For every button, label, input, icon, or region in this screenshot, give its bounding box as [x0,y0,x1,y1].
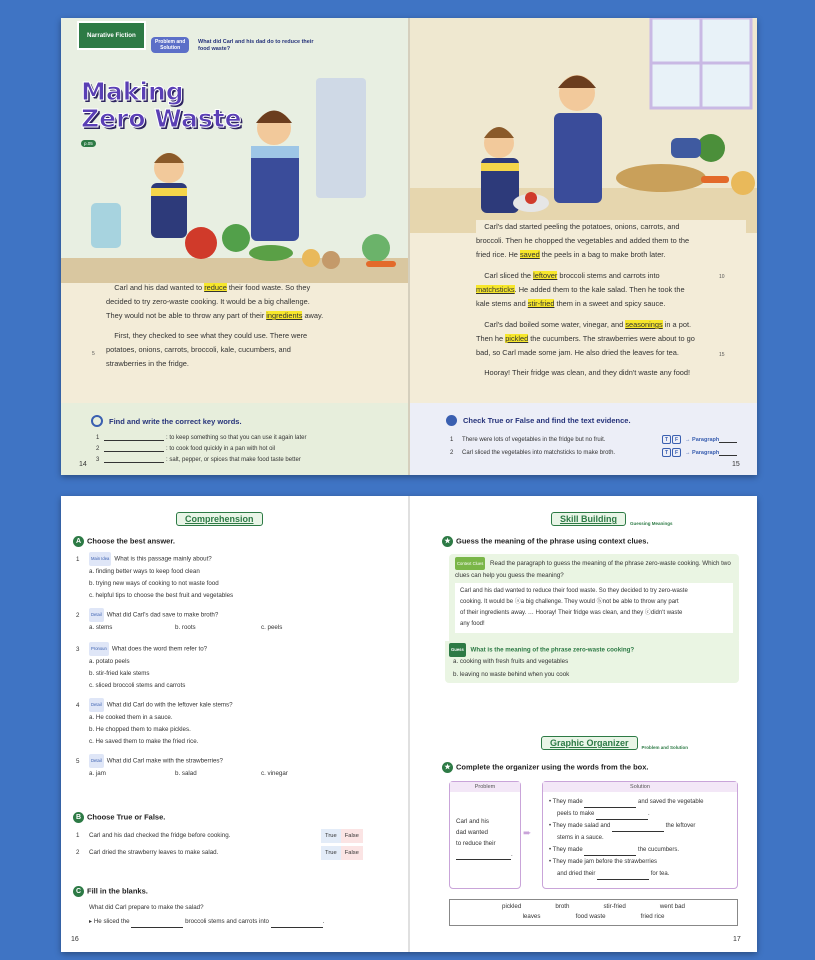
skill-building-subtitle: Guessing Meanings [630,521,673,526]
section-b-heading [73,812,165,823]
option-b[interactable]: b. trying new ways of cooking to not waste food [89,580,219,587]
option-c[interactable]: c. peels [261,624,283,631]
genre-tag: Narrative Fiction [77,21,146,50]
key-word-row [96,446,306,452]
section-a-heading [73,536,175,547]
guess-question: Guess What is the meaning of the phrase zero-waste cooking? [449,643,634,657]
true-option[interactable]: True [321,846,341,860]
organizer-task-instruction: Complete the organizer using the words from the box. [456,762,649,772]
inline-options [76,622,396,634]
word-chip[interactable]: food waste [575,913,606,920]
inline-options [76,768,396,780]
left-paragraph-2: First, they checked to see what they could use. There were potatoes, onions, carrots, broccoli, kale, cucumbers, and strawberries in the fridge. [106,331,308,368]
paragraph-label: Paragraph [692,449,720,456]
section-a-instruction: Choose the best answer. [87,536,175,546]
word-chip[interactable]: pickled [502,903,522,910]
storybook-spread [61,18,757,475]
definition: : to keep something so that you can use it again later [166,435,307,441]
paragraph-label: Paragraph [692,436,720,443]
workbook-spread [61,496,757,952]
solution-2: • They made salad and the leftover [549,820,731,832]
item-number: 3 [96,457,100,463]
title-line2: Zero Waste [81,104,242,133]
option-b[interactable]: b. stir-fried kale stems [89,670,150,677]
option-c[interactable]: c. vinegar [261,770,288,777]
solution-1: • They made and saved the vegetable [549,796,731,808]
solution-label: Solution [543,782,737,792]
option-b[interactable]: b. roots [175,624,196,631]
item-number: 1 [96,435,100,441]
graphic-organizer-header [541,736,688,750]
statement: Carl and his dad checked the fridge before cooking. [89,832,231,839]
question-1: 1 Main Idea What is this passage mainly about? [76,552,396,566]
key-words-task [61,403,408,475]
guess-option-b[interactable]: b. leaving no waste behind when you cook [453,671,570,678]
true-false-list [76,829,376,860]
true-checkbox[interactable]: T [662,435,671,444]
key-words-instruction: Find and write the correct key words. [109,416,242,426]
word-box [449,899,738,926]
check-icon [446,415,457,426]
true-option[interactable]: True [321,829,341,843]
keyword-ingredients: ingredients [266,311,303,320]
keyword-saved: saved [519,250,540,259]
problem-text: Carl and his dad wanted to reduce their . [456,818,513,858]
false-option[interactable]: False [341,846,363,860]
true-checkbox[interactable]: T [662,448,671,457]
key-words-list [96,435,306,463]
guess-option-a[interactable]: a. cooking with fresh fruits and vegetables [453,658,569,665]
false-checkbox[interactable]: F [672,435,681,444]
question-2: 2 Detail What did Carl's dad save to make broth? [76,608,396,622]
line-number-5: 5 [92,351,95,357]
word-chip[interactable]: broth [555,903,570,910]
option-c[interactable]: c. He saved them to make the fried rice. [89,738,199,745]
question-3: 3 Pronoun What does the word them refer to? [76,642,396,656]
keyword-leftover: leftover [533,271,558,280]
graphic-organizer-subtitle: Problem and Solution [641,745,689,750]
page-number-right: 15 [732,461,740,468]
skill-badge-line1: Problem and [155,39,186,45]
skill-task-heading [442,536,649,547]
right-paragraph-2: Carl sliced the leftover broccoli stems and carrots into matchsticks. He added them to the kale salad. Then he took the kale stems and stir-fried them in a sweet and spicy sauce. [476,271,685,308]
fill-question: What did Carl prepare to make the salad? [89,904,204,911]
page-number-left: 14 [79,461,87,468]
option-a[interactable]: a. stems [89,624,113,631]
magnifier-icon [91,415,103,427]
question-type-badge: Detail [89,754,104,768]
statement: There were lots of vegetables in the fridge but no fruit. [462,436,606,443]
option-c[interactable]: c. helpful tips to choose the best fruit and vegetables [89,592,234,599]
right-paragraph-4: Hooray! Their fridge was clean, and they didn't waste any food! [484,368,691,377]
question-type-badge: Detail [89,698,104,712]
option-b[interactable]: b. salad [175,770,197,777]
section-a-icon: A [73,536,84,547]
statement: Carl dried the strawberry leaves to make salad. [89,849,219,856]
left-paragraph-1: Carl and his dad wanted to reduce their food waste. So they decided to try zero-waste cooking. It would be a big challenge. They would not be able to throw any part of their ingredients away. [106,283,324,320]
question-type-badge: Detail [89,608,104,622]
section-b-instruction: Choose True or False. [87,812,166,822]
item-number: 2 [450,449,454,456]
option-c[interactable]: c. sliced broccoli stems and carrots [89,682,186,689]
tf-row: 1 There were lots of vegetables in the fridge but no fruit. T F → Paragraph [450,435,750,444]
problem-blank[interactable] [456,854,511,860]
word-chip[interactable]: stir-fried [603,903,626,910]
question-4: 4 Detail What did Carl do with the leftover kale stems? [76,698,396,712]
answer-blank[interactable] [104,446,164,452]
comprehension-title: Comprehension [176,512,263,526]
statement: Carl sliced the vegetables into matchsticks to make broth. [462,449,616,456]
keyword-stir-fried: stir-fried [527,299,555,308]
title-line1: Making [81,77,184,106]
section-c-heading [73,886,148,897]
tf-instruction: Check True or False and find the text evidence. [463,416,631,425]
option-a[interactable]: a. finding better ways to keep food clean [89,568,200,575]
tf-row: 2 Carl sliced the vegetables into matchsticks to make broth. T F → Paragraph [450,448,750,457]
context-clues-badge: Context Clues [455,557,485,570]
question-5: 5 Detail What did Carl make with the strawberries? [76,754,396,768]
right-paragraph-1: Carl's dad started peeling the potatoes, onions, carrots, and broccoli. Then he chopped the vegetables and added them to the fried rice. He saved the peels in a bag to make broth later. [476,220,746,262]
arrow-icon: ➨ [523,828,532,839]
story-title [81,78,242,132]
right-paragraph-3: Carl's dad boiled some water, vinegar, and seasonings in a pot. Then he pickled the cucumbers. The strawberries were about to go bad, so Carl made some jam. He also dried the leaves for tea. [476,320,695,357]
answer-blank-2[interactable] [271,922,323,928]
line-number-10: 10 [719,274,725,280]
option-b[interactable]: b. He chopped them to make pickles. [89,726,191,733]
page-fold [408,496,410,952]
keyword-seasonings: seasonings [625,320,663,329]
skill-task-instruction: Guess the meaning of the phrase using context clues. [456,536,649,546]
answer-blank[interactable] [104,435,164,441]
option-a[interactable]: a. He cooked them in a sauce. [89,714,173,721]
true-false-task [410,403,757,475]
false-checkbox[interactable]: F [672,448,681,457]
problem-box [449,781,521,889]
definition: : salt, pepper, or spices that make food taste better [166,457,301,463]
skill-building-header [551,512,673,526]
paragraph-blank[interactable] [719,450,737,456]
section-c-icon: C [73,886,84,897]
section-b-icon: B [73,812,84,823]
definition: : to cook food quickly in a pan with hot oil [166,446,276,452]
item-number: 1 [450,436,454,443]
guess-badge: Guess [449,643,466,657]
paragraph-blank[interactable] [719,437,737,443]
word-chip[interactable]: went bad [659,903,685,910]
star-icon: ★ [442,762,453,773]
skill-badge [151,37,189,53]
line-number-15: 15 [719,352,725,358]
keyword-pickled: pickled [505,334,529,343]
graphic-organizer-title: Graphic Organizer [541,736,638,750]
question-type-badge: Main Idea [89,552,111,566]
tf-heading [446,415,631,426]
organizer-task-heading [442,762,649,773]
word-chip[interactable]: fried rice [640,913,665,920]
tf-row: 1 Carl and his dad checked the fridge before cooking. True False [76,829,376,843]
context-clues-box [449,554,739,644]
solution-3: • They made the cucumbers. [549,844,731,856]
multiple-choice-list [76,552,396,780]
key-word-row [96,457,306,463]
context-passage: Carl and his dad wanted to reduce their food waste. So they decided to try zero-waste cooking. It would be ⓐa big challenge. They would ⓑnot be able to throw any part of their ingredients away. … Hooray! Their fridge was clean, and they ⓒdidn't waste any food! [455,583,733,633]
fill-answer: ▸ He sliced the broccoli stems and carrots into . [89,916,324,928]
star-icon: ★ [442,536,453,547]
answer-blank-1[interactable] [131,922,183,928]
tf-list [450,435,750,457]
question-type-badge: Pronoun [89,642,109,656]
skill-building-title: Skill Building [551,512,626,526]
key-words-heading [91,415,242,427]
option-a[interactable]: a. potato peels [89,658,130,665]
page-number-right: 17 [733,936,741,943]
word-row-2 [450,910,737,920]
guiding-question: What did Carl and his dad do to reduce their food waste? [198,39,314,52]
solution-list: • They made and saved the vegetable peels to make . • They made salad and the leftover stems in a sauce. • They made the cucumbers. • They made jam before the strawberries and dried their for tea. [543,792,737,880]
page-number-left: 16 [71,936,79,943]
skill-badge-line2: Solution [160,45,181,51]
answer-blank[interactable] [104,457,164,463]
solution-box [542,781,738,889]
context-clues-text: Context Clues Read the paragraph to guess the meaning of the phrase zero-waste cooking. Which two clues can help you guess the meaning? [455,557,733,581]
audio-track-badge[interactable]: p.05 [81,140,96,147]
word-chip[interactable]: leaves [522,913,541,920]
problem-label: Problem [450,782,520,792]
keyword-reduce: reduce [204,283,227,292]
section-c-instruction: Fill in the blanks. [87,886,148,896]
solution-4: • They made jam before the strawberries [549,859,658,865]
guess-box [445,641,739,683]
key-word-row [96,435,306,441]
tf-row: 2 Carl dried the strawberry leaves to make salad. True False [76,846,376,860]
word-row-1 [450,900,737,910]
option-a[interactable]: a. jam [89,770,106,777]
false-option[interactable]: False [341,829,363,843]
keyword-matchsticks: matchsticks [476,285,515,294]
item-number: 2 [96,446,100,452]
